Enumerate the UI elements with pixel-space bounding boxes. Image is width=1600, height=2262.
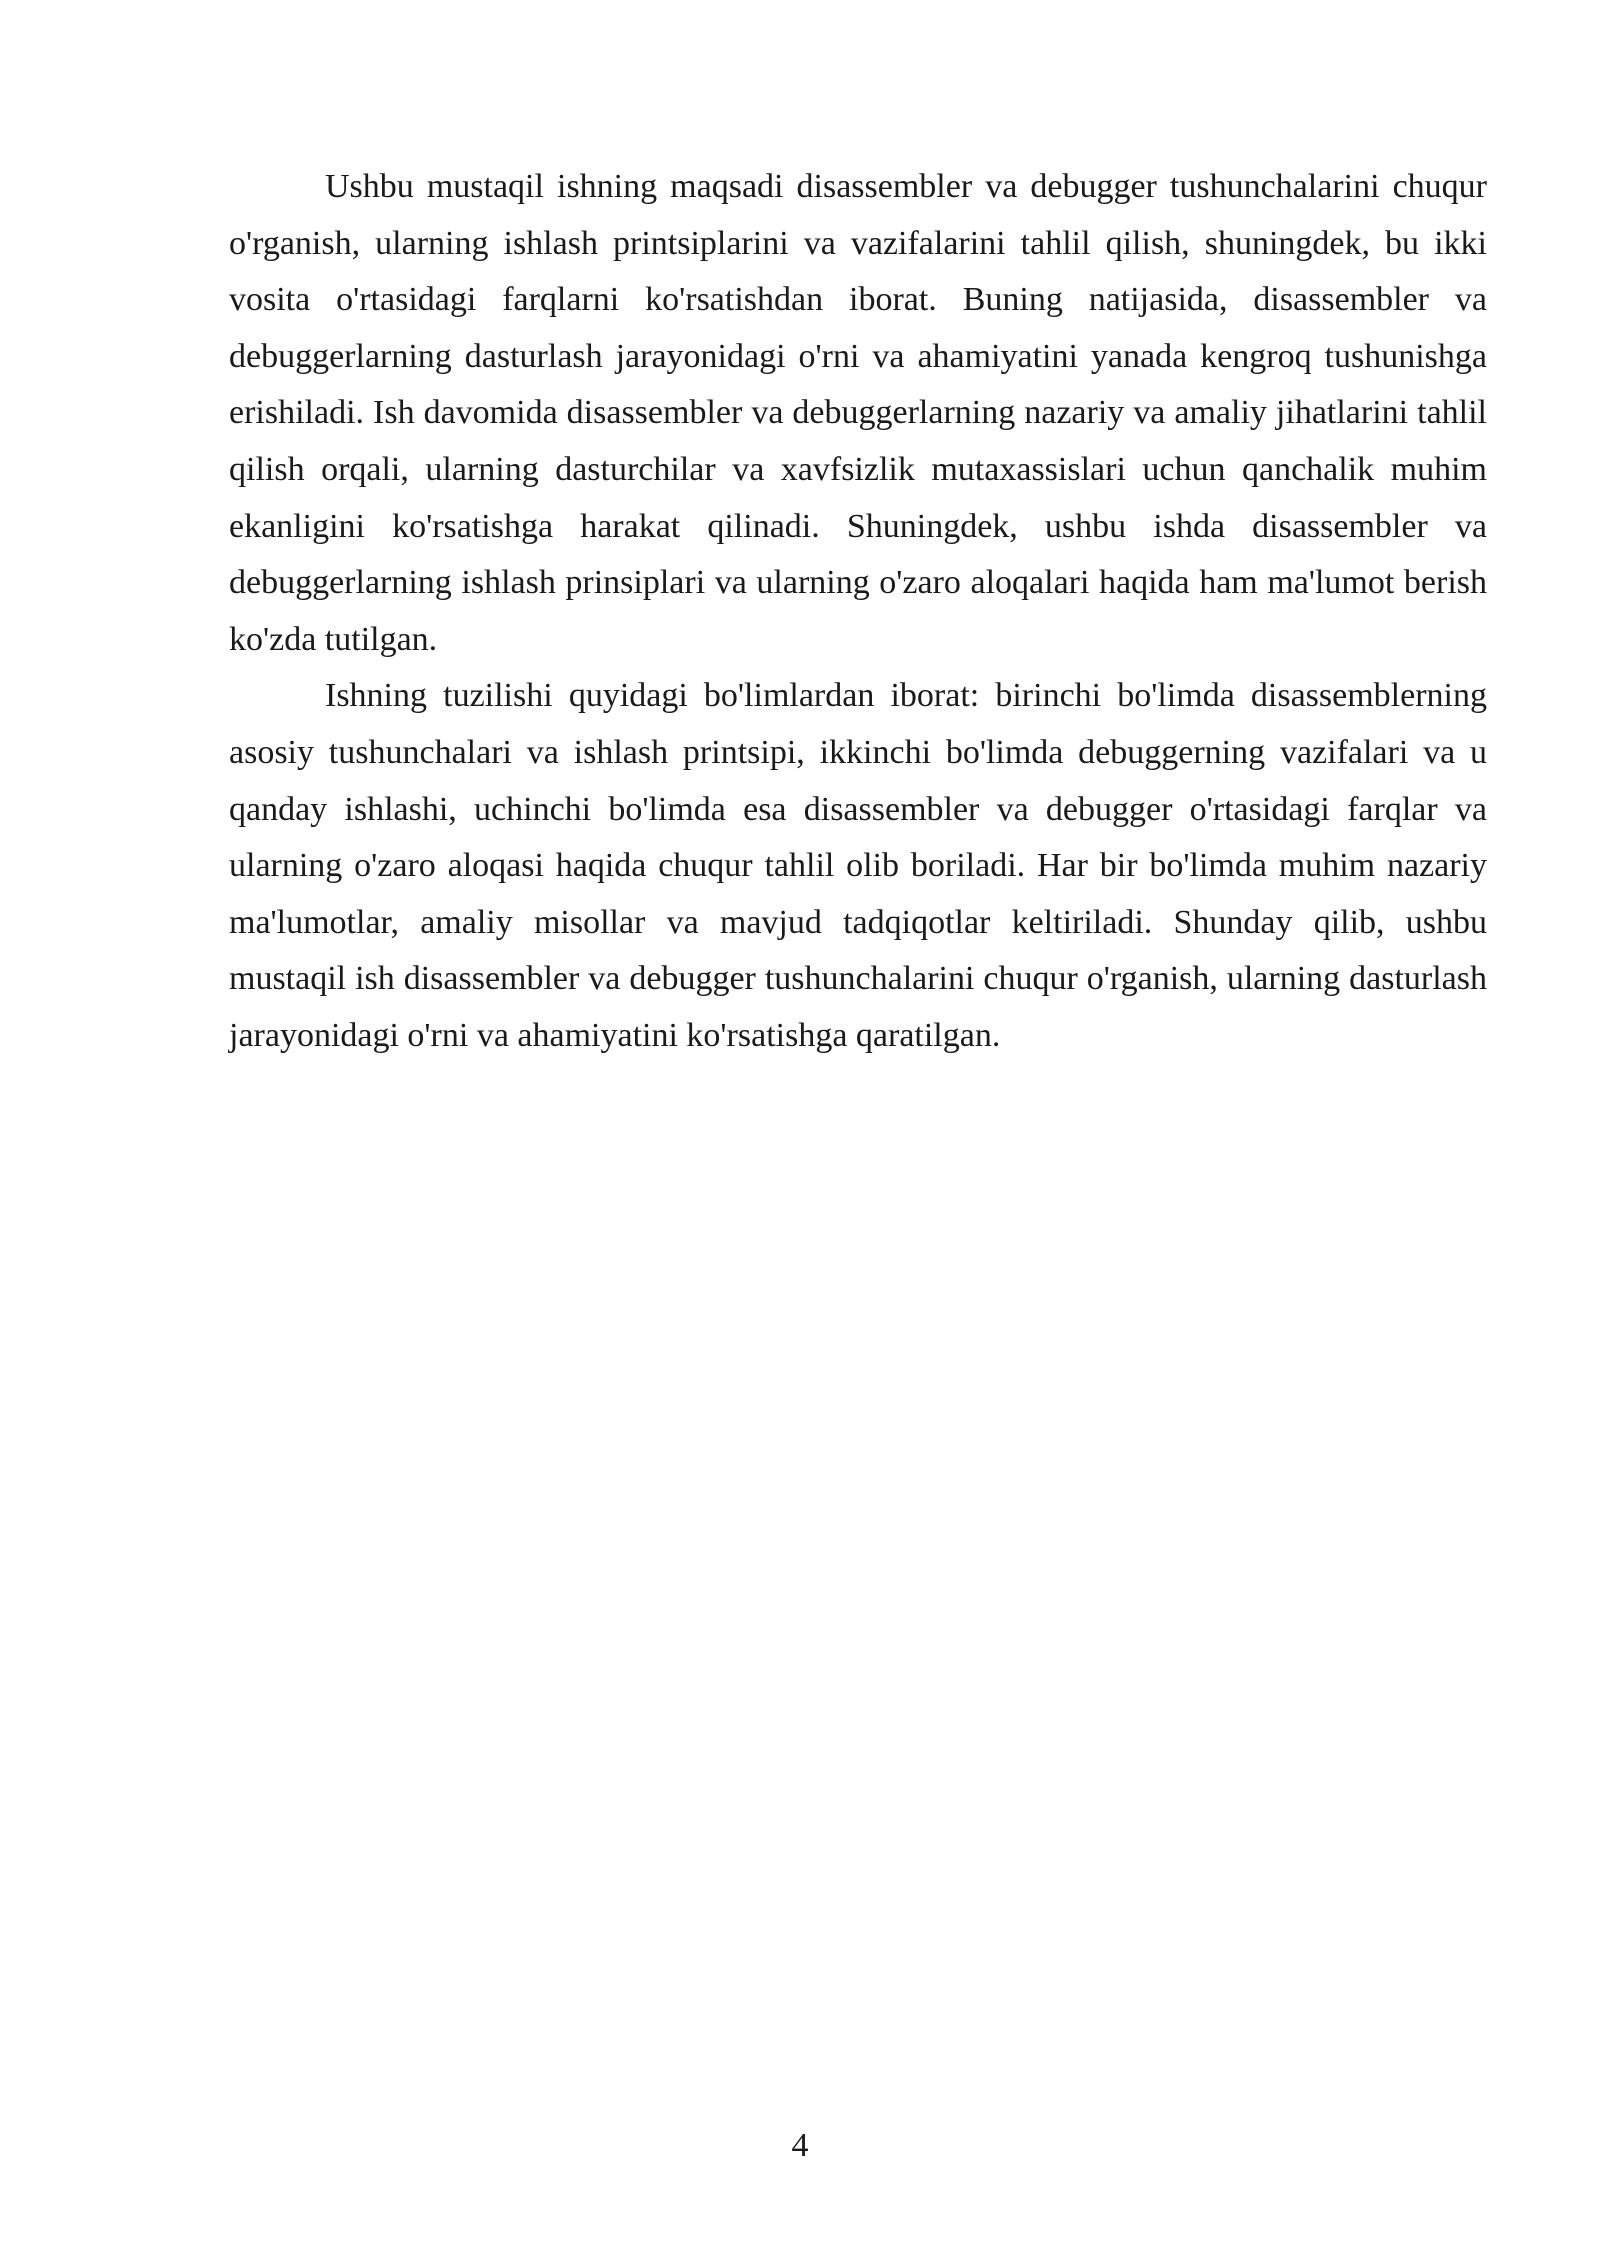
- page-number: 4: [791, 2127, 809, 2164]
- body-text: [229, 159, 1487, 1065]
- paragraph-structure: Ishning tuzilishi quyidagi bo'limlardan iborat: birinchi bo'limda disassemblerning asosiy tushunchalari va ishlash printsipi, ikkinchi bo'limda debuggerning vazifalari va u qanday ishlashi, uchinchi bo'limda esa disassembler va debugger o'rtasidagi farqlar va ularning o'zaro aloqasi haqida chuqur tahlil olib boriladi. Har bir bo'limda muhim nazariy ma'lumotlar, amaliy misollar va mavjud tadqiqotlar keltiriladi. Shunday qilib, ushbu mustaqil ish disassembler va debugger tushunchalarini chuqur o'rganish, ularning dasturlash jarayonidagi o'rni va ahamiyatini ko'rsatishga qaratilgan.: [229, 677, 1487, 1054]
- paragraph-purpose: Ushbu mustaqil ishning maqsadi disassembler va debugger tushunchalarini chuqur o'rganish, ularning ishlash printsiplarini va vazifalarini tahlil qilish, shuningdek, bu ikki vosita o'rtasidagi farqlarni ko'rsatishdan iborat. Buning natijasida, disassembler va debuggerlarning dasturlash jarayonidagi o'rni va ahamiyatini yanada kengroq tushunishga erishiladi. Ish davomida disassembler va debuggerlarning nazariy va amaliy jihatlarini tahlil qilish orqali, ularning dasturchilar va xavfsizlik mutaxassislari uchun qanchalik muhim ekanligini ko'rsatishga harakat qilinadi. Shuningdek, ushbu ishda disassembler va debuggerlarning ishlash prinsiplari va ularning o'zaro aloqalari haqida ham ma'lumot berish ko'zda tutilgan.: [229, 168, 1487, 658]
